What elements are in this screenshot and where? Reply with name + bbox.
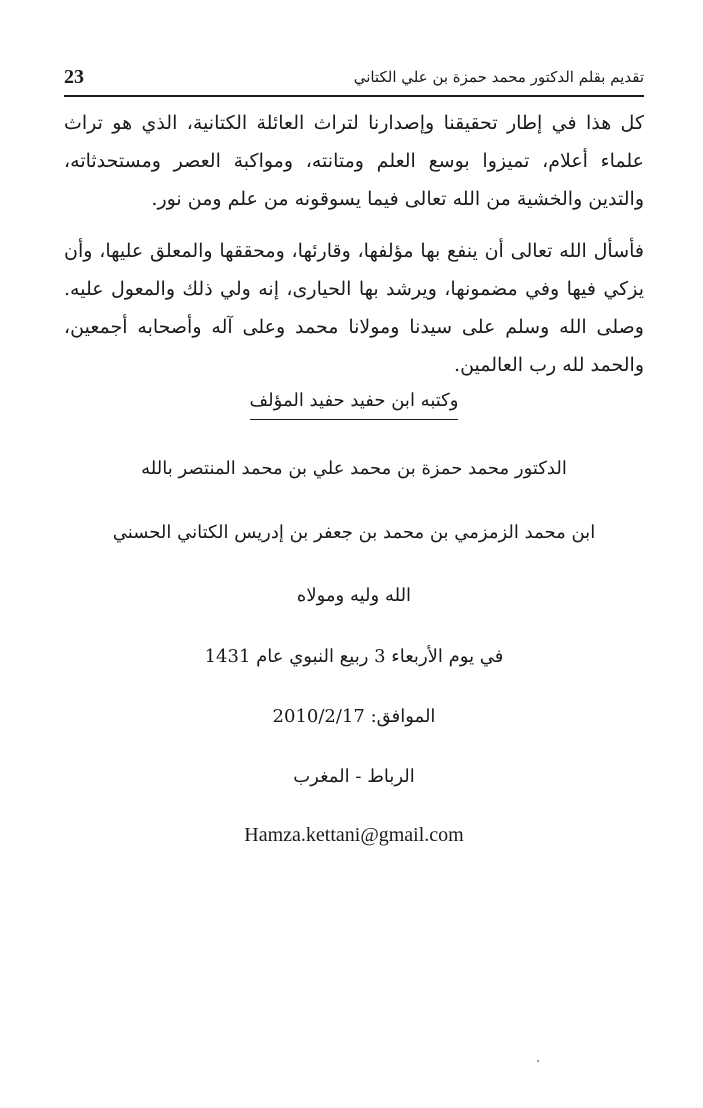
place: الرباط - المغرب: [293, 766, 415, 787]
paragraph-2: فأسأل الله تعالى أن ينفع بها مؤلفها، وقارئها، ومحققها والمعلق عليها، وأن يزكي فيها وفي مضمونها، ويرشد بها الحيارى، إنه ولي ذلك والمعول عليه. وصلى الله وسلم على سيدنا ومولانا محمد وعلى آله وأصحابه أجمعين، والحمد لله رب العالمين.: [64, 240, 644, 376]
email-address: Hamza.kettani@gmail.com: [244, 824, 464, 846]
page-header: [64, 66, 644, 96]
author-lineage: ابن محمد الزمزمي بن محمد بن جعفر بن إدريس الكتاني الحسني: [112, 522, 596, 543]
author-name: الدكتور محمد حمزة بن محمد علي بن محمد المنتصر بالله: [141, 458, 567, 479]
paragraph-1: كل هذا في إطار تحقيقنا وإصدارنا لتراث العائلة الكتانية، الذي هو تراث علماء أعلام، تميزوا بوسع العلم ومتانته، ومواكبة العصر ومستحدثاته، والتدين والخشية من الله تعالى فيما يسوقونه من علم ومن نور.: [64, 112, 644, 210]
scan-speck: [537, 1060, 539, 1062]
signed-by-line: [64, 390, 644, 411]
date-hijri: في يوم الأربعاء 3 ربيع النبوي عام 1431: [204, 646, 504, 667]
dua-line: الله وليه ومولاه: [296, 585, 412, 606]
signed-by-text: وكتبه ابن حفيد حفيد المؤلف: [250, 390, 459, 420]
date-gregorian: الموافق: 2010/2/17: [272, 706, 436, 727]
page-number: 23: [64, 66, 84, 88]
running-title: تقديم بقلم الدكتور محمد حمزة بن علي الكتاني: [353, 68, 644, 86]
header-rule: [64, 95, 644, 97]
